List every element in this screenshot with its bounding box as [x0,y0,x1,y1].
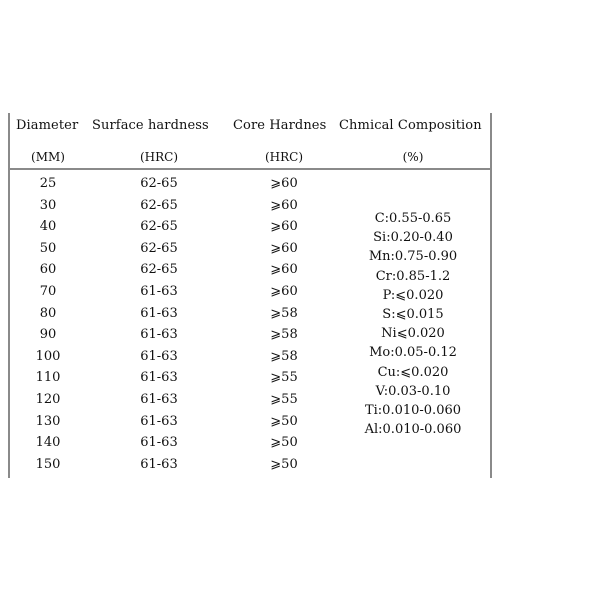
header-core-hardness: Core Hardnes [233,118,327,133]
surface-hardness-cell: 61-63 [140,370,178,386]
core-hardness-cell: ⩾50 [270,435,298,451]
header-divider [8,168,492,170]
surface-hardness-cell: 62-65 [140,262,178,278]
core-hardness-cell: ⩾60 [270,197,298,213]
core-hardness-cell: ⩾58 [270,327,298,343]
surface-hardness-cell: 62-65 [140,240,178,256]
surface-hardness-cell: 62-65 [140,176,178,191]
surface-hardness-cell: 61-63 [140,348,178,364]
core-hardness-cell: ⩾60 [270,219,298,235]
diameter-cell: 140 [35,435,61,451]
diameter-cell: 130 [35,413,61,429]
header-composition: Chmical Composition [339,118,482,133]
core-hardness-cell: ⩾55 [270,391,298,407]
core-hardness-cell: ⩾60 [270,176,298,191]
surface-hardness-cell: 61-63 [140,435,178,451]
unit-surface-hardness: (HRC) [139,150,179,164]
composition-item: Mn:0.75-0.90 [368,249,458,265]
diameter-cell: 60 [39,262,57,278]
diameter-cell: 90 [39,327,57,343]
unit-composition: (%) [402,150,424,164]
header-row [8,118,492,138]
unit-row [8,150,492,168]
hardness-table [8,113,492,478]
composition-item: C:0.55-0.65 [374,211,452,226]
table-row [8,173,492,195]
composition-list [338,209,488,439]
unit-core-hardness: (HRC) [264,150,304,164]
diameter-cell: 25 [39,176,57,191]
surface-hardness-cell: 61-63 [140,456,178,472]
composition-item: Si:0.20-0.40 [373,230,453,246]
core-hardness-cell: ⩾58 [270,348,298,364]
core-hardness-cell: ⩾60 [270,262,298,278]
core-hardness-cell: ⩾55 [270,370,298,386]
surface-hardness-cell: 61-63 [140,327,178,343]
composition-item: Mo:0.05-0.12 [369,345,457,361]
core-hardness-cell: ⩾60 [270,240,298,256]
core-hardness-cell: ⩾50 [270,413,298,429]
composition-item: S:⩽0.015 [382,306,444,322]
diameter-cell: 40 [39,219,57,235]
header-surface-hardness: Surface hardness [92,118,209,133]
diameter-cell: 150 [35,456,61,472]
header-diameter: Diameter [16,118,79,133]
diameter-cell: 100 [35,348,61,364]
diameter-cell: 80 [39,305,57,321]
composition-item: Ni⩽0.020 [381,326,445,342]
diameter-cell: 120 [35,391,61,407]
composition-item: Cr:0.85-1.2 [375,268,451,284]
surface-hardness-cell: 62-65 [140,219,178,235]
surface-hardness-cell: 61-63 [140,413,178,429]
table-row [8,454,492,476]
core-hardness-cell: ⩾58 [270,305,298,321]
diameter-cell: 70 [39,283,57,299]
composition-item: Cu:⩽0.020 [377,364,449,380]
diameter-cell: 110 [35,370,61,386]
core-hardness-cell: ⩾50 [270,456,298,472]
surface-hardness-cell: 61-63 [140,305,178,321]
surface-hardness-cell: 62-65 [140,197,178,213]
unit-diameter: (MM) [31,150,65,164]
surface-hardness-cell: 61-63 [140,391,178,407]
composition-item: Ti:0.010-0.060 [364,402,462,418]
core-hardness-cell: ⩾60 [270,283,298,299]
diameter-cell: 30 [39,197,57,213]
composition-item: Al:0.010-0.060 [364,422,462,438]
composition-item: V:0.03-0.10 [375,383,451,399]
surface-hardness-cell: 61-63 [140,283,178,299]
diameter-cell: 50 [39,240,57,256]
composition-item: P:⩽0.020 [382,287,444,303]
